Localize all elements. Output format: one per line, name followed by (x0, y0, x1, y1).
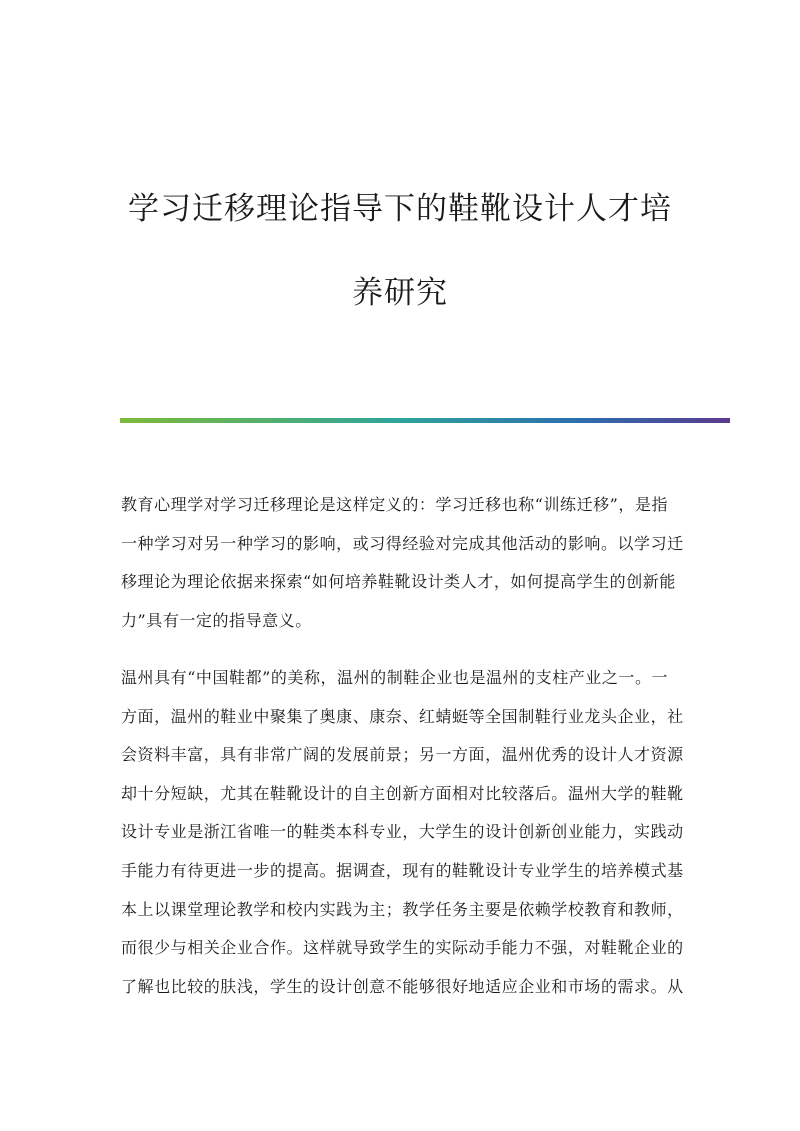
title-divider (120, 418, 730, 423)
document-title-line-2: 养研究 (352, 275, 448, 311)
document-title-line-1: 学习迁移理论指导下的鞋靴设计人才培 (128, 191, 672, 227)
paragraph-1-line-1: 教育心理学对学习迁移理论是这样定义的：学习迁移也称“训练迁移”，是指 (121, 495, 669, 514)
paragraph-1-line-3: 移理论为理论依据来探索“如何培养鞋靴设计类人才，如何提高学生的创新能 (121, 572, 676, 592)
paragraph-2-line-9: 了解也比较的肤浅，学生的设计创意不能够很好地适应企业和市场的需求。从 (121, 976, 684, 996)
paragraph-2-line-6: 手能力有待更进一步的提高。据调查，现有的鞋靴设计专业学生的培养模式基 (121, 860, 684, 880)
paragraph-2-line-3: 会资料丰富，具有非常广阔的发展前景；另一方面，温州优秀的设计人才资源 (121, 745, 684, 765)
paragraph-2-line-5: 设计专业是浙江省唯一的鞋类本科专业，大学生的设计创新创业能力，实践动 (121, 822, 684, 842)
paragraph-2-line-1: 温州具有“中国鞋都”的美称，温州的制鞋企业也是温州的支柱产业之一。一 (121, 668, 669, 687)
paragraph-2-line-7: 本上以课堂理论教学和校内实践为主；教学任务主要是依赖学校教育和教师， (121, 899, 684, 919)
paragraph-1 (121, 486, 684, 640)
paragraph-2-line-8: 而很少与相关企业合作。这样就导致学生的实际动手能力不强，对鞋靴企业的 (121, 938, 684, 958)
paragraph-2 (121, 659, 684, 1006)
paragraph-2-line-2: 方面，温州的鞋业中聚集了奥康、康奈、红蜻蜓等全国制鞋行业龙头企业，社 (121, 706, 684, 726)
paragraph-1-line-2: 一种学习对另一种学习的影响，或习得经验对完成其他活动的影响。以学习迁 (121, 533, 684, 553)
paragraph-2-line-4: 却十分短缺，尤其在鞋靴设计的自主创新方面相对比较落后。温州大学的鞋靴 (121, 783, 684, 803)
paragraph-1-line-4: 力”具有一定的指导意义。 (121, 610, 312, 630)
